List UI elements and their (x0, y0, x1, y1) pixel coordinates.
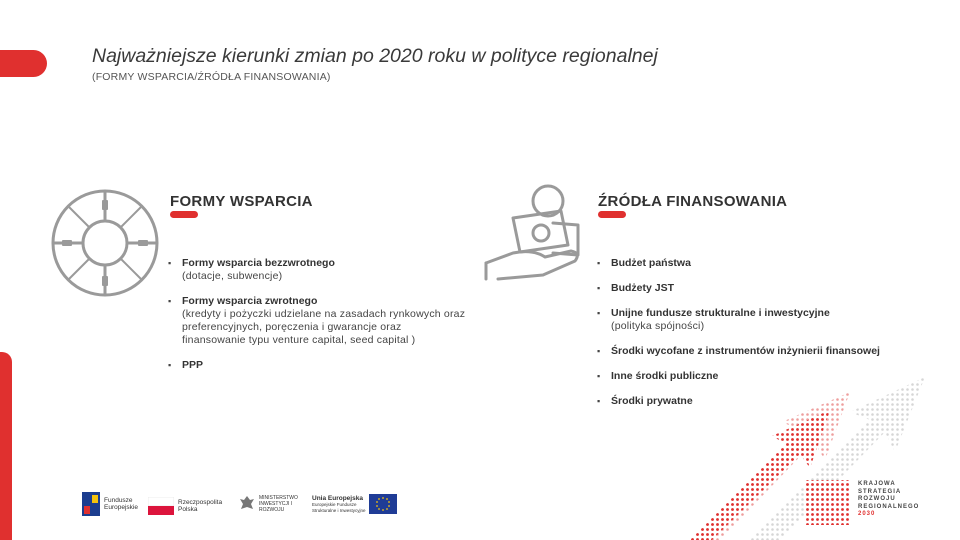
rp-logo-text: Rzeczpospolita Polska (178, 499, 223, 513)
krs-line: KRAJOWA (858, 481, 896, 487)
rzeczpospolita-polska-logo (148, 497, 226, 515)
page-subtitle: (FORMY WSPARCIA/ŹRÓDŁA FINANSOWANIA) (92, 71, 331, 83)
list-item (168, 295, 468, 347)
eagle-emblem-icon (239, 495, 255, 513)
list-item (168, 359, 468, 372)
krs-line: ROZWOJU (858, 496, 896, 502)
list-item-title: ▪ PPP (182, 359, 204, 371)
support-forms-list (168, 257, 468, 384)
list-item-desc: (kredyty i pożyczki udzielane na zasadach rynkowych oraz preferencyjnych, poręczenia i gwarancje oraz finansowanie typu venture capital, seed capital ) (182, 308, 466, 346)
ministry-logo-text: MINISTERSTWO INWESTYCJI I ROZWOJU (259, 495, 298, 513)
right-heading-underline (598, 211, 626, 218)
list-item-desc: (polityka spójności) (611, 320, 705, 332)
page-title: Najważniejsze kierunki zmian po 2020 roku w polityce regionalnej (92, 45, 658, 67)
list-item (597, 257, 917, 270)
fe-logo-text: Fundusze Europejskie (104, 497, 138, 511)
eu-logo-title: Unia Europejska (312, 495, 363, 502)
fundusze-europejskie-logo (82, 492, 144, 516)
eu-logo (312, 494, 397, 514)
list-item (168, 257, 468, 283)
list-item-title: ▪ Unijne fundusze strukturalne i inwestycyjne (611, 307, 830, 319)
left-column-heading: FORMY WSPARCIA (170, 193, 313, 210)
eu-flag-icon (369, 494, 397, 514)
life-ring-icon (50, 188, 160, 298)
accent-bar-left (0, 352, 12, 540)
list-item-title: ▪ Inne środki publiczne (611, 370, 719, 382)
left-heading-underline (170, 211, 198, 218)
list-item-title: ▪ Formy wsparcia bezzwrotnego (182, 257, 335, 269)
krs-2030-logo (858, 481, 919, 519)
list-item (597, 307, 917, 333)
ministry-logo (239, 495, 305, 513)
eu-logo-subtitle: Europejskie Fundusze Strukturalne i Inwestycyjne (312, 502, 366, 513)
list-item-title: ▪ Środki prywatne (611, 395, 693, 407)
krs-line: STRATEGIA (858, 488, 902, 495)
krs-year: 2030 (858, 511, 876, 517)
hand-with-money-icon (483, 183, 593, 288)
list-item-title: ▪ Budżety JST (611, 282, 675, 294)
list-item-title: ▪ Formy wsparcia zwrotnego (182, 295, 318, 307)
list-item-title: ▪ Środki wycofane z instrumentów inżynierii finansowej (611, 345, 880, 357)
krs-line: REGIONALNEGO (858, 503, 920, 510)
list-item-desc: (dotacje, subwencje) (182, 270, 283, 282)
list-item (597, 282, 917, 295)
list-item (597, 345, 917, 358)
list-item-title: ▪ Budżet państwa (611, 257, 691, 269)
fe-star-icon (82, 492, 100, 516)
polish-flag-icon (148, 497, 174, 515)
accent-tab-top (0, 50, 47, 77)
eu-logo-text-block (312, 495, 366, 513)
right-column-heading: ŹRÓDŁA FINANSOWANIA (598, 193, 788, 210)
